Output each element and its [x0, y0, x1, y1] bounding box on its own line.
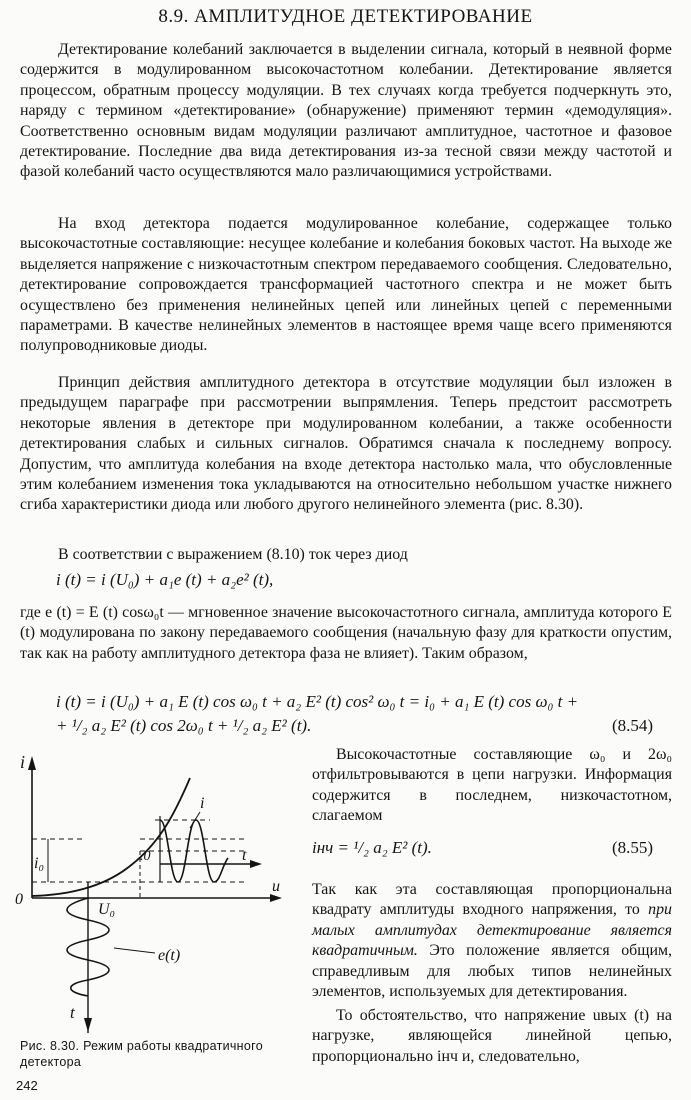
label-u-axis: u [272, 878, 280, 895]
label-t-bottom: t [70, 1003, 75, 1022]
formula-expansion-line2: + ¹/₂ a₂ E² (t) cos 2ω₀ t + ¹/₂ a₂ E² (t). [56, 716, 312, 735]
label-i0: i₀ [34, 855, 45, 872]
right-paragraph-2 [312, 880, 672, 1002]
label-origin: 0 [15, 891, 23, 908]
equation-number-8-54: (8.54) [612, 716, 654, 735]
page-number: 242 [16, 1078, 38, 1093]
right-paragraph-3: То обстоятельство, что напряжение uвых (t) на нагрузке, являющейся линейной цепью, пропорционально iнч и, следовательно, [312, 1007, 672, 1065]
right-paragraph-2-end: Это положение является общим, справедливым для любых типов нелинейных элементов, используемых для детектирования. [312, 942, 672, 1001]
u-axis-arrow [270, 894, 282, 902]
equation-number-8-55: (8.55) [612, 838, 654, 857]
right-paragraph-1: Высокочастотные составляющие ω₀ и 2ω₀ отфильтровываются в цепи нагрузки. Информация содержится в последнем, низкочастотном, слагаемом [312, 746, 672, 825]
right-paragraph-2-start: Так как эта составляющая пропорциональна квадрату амплитуды входного напряжения, то [312, 881, 672, 919]
paragraph-1: Детектирование колебаний заключается в выделении сигнала, который в неявной форме содержится в модулированном высокочастотном колебании. Детектирование является процессом, обратным процессу модуляции. В тех случаях когда требуется подчеркнуть это, наряду с термином «детектирование» (обнаружение) применяют термин «демодуляция». Соответственно основным видам модуляции различают амплитудное, частотное и фазовое детектирование. Последние два вида детектирования из-за тесной связи между частотой и фазой колебаний часто осуществляются мало различающимися устройствами. [20, 41, 672, 181]
label-origin2: .0 [140, 849, 151, 864]
time-axis-bottom-arrow [84, 1018, 92, 1032]
paragraph-3: Принцип действия амплитудного детектора в отсутствие модуляции был изложен в предыдущем параграфе при рассмотрении выпрямления. Теперь предстоит рассмотреть некоторые явления в детекторе при модулированном колебании, а также особенности детектирования слабых и сильных сигналов. Обратимся сначала к последнему вопросу. Допустим, что амплитуда колебания на входе детектора настолько мала, что обусловленные этим колебанием изменения тока укладываются на относительно небольшом участке нижнего сгиба характеристики диода или любого другого нелинейного элемента (рис. 8.30). [20, 374, 672, 514]
label-i-axis: i [20, 752, 26, 772]
formula-current: i (t) = i (U₀) + a₁e (t) + a₂e² (t), [56, 570, 274, 589]
i-axis-arrow [28, 756, 36, 770]
label-i-curve: i [200, 795, 205, 812]
label-t-right: t [242, 847, 247, 864]
time-axis-right-arrow [250, 860, 262, 868]
label-U0: U₀ [98, 901, 116, 918]
paragraph-4: В соответствии с выражением (8.10) ток через диод [58, 546, 408, 563]
formula-expansion-line1: i (t) = i (U₀) + a₁ E (t) cos ω₀ t + a₂ E² (t) cos² ω₀ t = i₀ + a₁ E (t) cos ω₀ t + [56, 692, 579, 711]
paragraph-5: где e (t) = E (t) cosω₀t — мгновенное значение высокочастотного сигнала, амплитуда которого E (t) модулирована по закону передаваемого сообщения (начальную фазу для краткости опустим, так как на работу амплитудного детектора фаза не влияет). Таким образом, [20, 604, 672, 662]
figure-8-30 [10, 748, 290, 1033]
figure-caption: Рис. 8.30. Режим работы квадратичного детектора [20, 1039, 263, 1069]
label-et: e(t) [158, 947, 181, 964]
paragraph-2: На вход детектора подается модулированное колебание, содержащее только высокочастотные составляющие: несущее колебание и колебания боковых частот. На выходе же выделяется напряжение с низкочастотным спектром передаваемого сообщения. Следовательно, детектирование сопровождается трансформацией частотного спектра и не может быть осуществлено без применения нелинейных цепей или линейных цепей с переменными параметрами. В качестве нелинейных элементов в настоящее время чаще всего применяются полупроводниковые диоды. [20, 215, 672, 355]
et-leader [114, 948, 155, 953]
formula-low-freq: iнч = ¹/₂ a₂ E² (t). [312, 838, 432, 857]
section-heading: 8.9. АМПЛИТУДНОЕ ДЕТЕКТИРОВАНИЕ [158, 6, 533, 27]
right-paragraph-2-italic: при малых амплитудах детектирование является квадратичным. [312, 901, 672, 960]
